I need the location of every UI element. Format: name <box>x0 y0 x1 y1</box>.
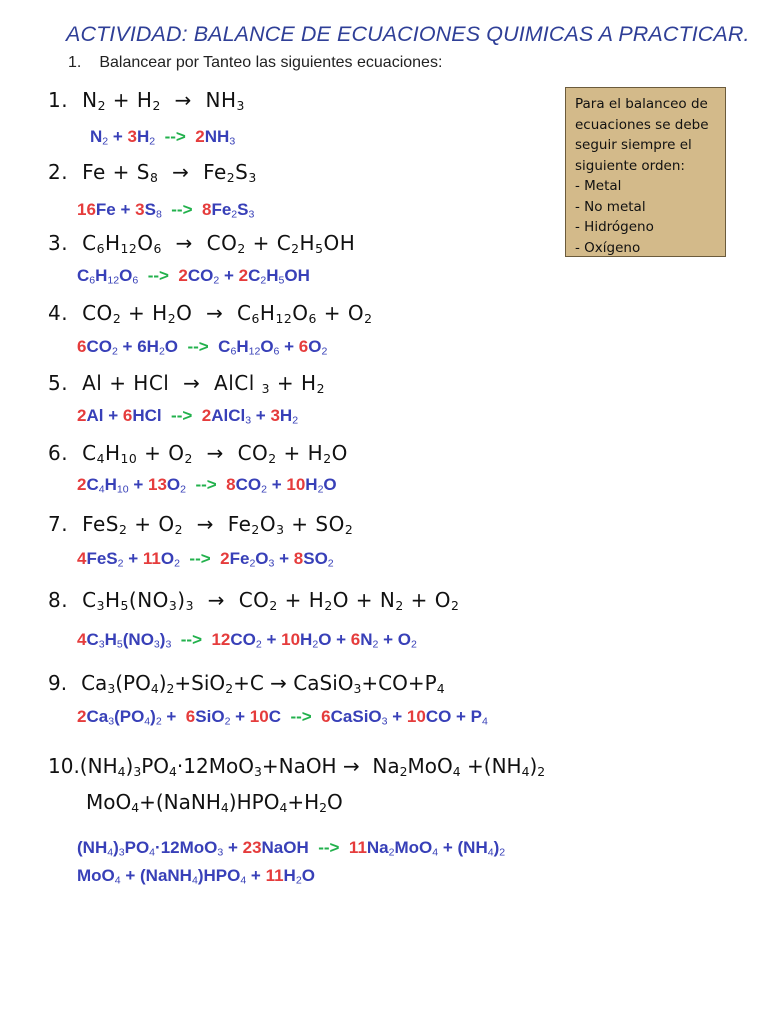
equation-2: 2. $Fe + S_8 \to Fe_2S_3$ <box>48 160 257 186</box>
balance-order-note <box>565 87 726 257</box>
answer-8: $4C_3H_5(NO_3)_3$ --> $12CO_2 + 10H_2O + 6N_2 + O_2$ <box>77 630 417 651</box>
answer-10: $(NH_4)_3PO_4\cdot 12MoO_3$ + 23NaOH --> $11Na_2MoO_4 + (NH_4)_2$ <box>77 838 506 859</box>
equation-5: 5. Al + HCl → AlCl $_3 + H_2$ <box>48 371 325 397</box>
note-item-no-metal: - No metal <box>575 198 646 215</box>
answer-6: $2C_4H_{10} + 13O_2$ --> $8CO_2 + 10H_2O$ <box>77 475 337 496</box>
answer-7: $4FeS_2 + 11O_2$ --> $2Fe_2O_3 + 8SO_2$ <box>77 549 334 570</box>
equation-1: 1. $N_2 + H_2 \to NH_3$ <box>48 88 245 114</box>
answer-5: 2Al + 6HCl --> 2AlCl$_3$ + $3H_2$ <box>77 406 299 427</box>
equation-8: 8. $C_3H_5(NO_3)_3 \to CO_2 + H_2O + N_2 + O_2$ <box>48 588 460 614</box>
equation-10: $10.(NH_4)_3PO_4\cdot 12MoO_3+NaOH \to Na_2MoO_4 +(NH_4)_2$ <box>48 754 546 780</box>
equation-9: 9. $Ca_3(PO_4)_2+SiO_2+C$ → $CaSiO_3+CO+P_4$ <box>48 671 445 697</box>
equation-10-continued: $MoO_4+(NaNH_4)HPO_4+H_2O$ <box>86 790 343 816</box>
instruction <box>68 54 442 72</box>
note-item-hidrogeno: - Hidrógeno <box>575 219 654 235</box>
equation-6: 6. $C_4H_{10} + O_2 \to CO_2 + H_2O$ <box>48 441 348 467</box>
answer-3: $C_6H_{12}O_6$ --> $2CO_2 + 2C_2H_5OH$ <box>77 266 310 287</box>
note-line: seguir siempre el <box>575 137 692 153</box>
equation-4: 4. $CO_2 + H_2O \to C_6H_{12}O_6 + O_2$ <box>48 301 373 327</box>
equation-7: 7. $FeS_2 + O_2 \to Fe_2O_3 + SO_2$ <box>48 512 354 538</box>
note-line: siguiente orden: <box>575 157 685 174</box>
answer-10-continued: $MoO_4 + (NaNH_4)HPO_4 + 11H_2O$ <box>77 866 315 887</box>
answer-9: $2Ca_3(PO_4)_2 + 6SiO_2 + 10C$ --> 6CaSiO$_3$ + $10CO + P_4$ <box>77 707 488 728</box>
note-item-oxigeno: - Oxígeno <box>575 239 641 256</box>
answer-2: $16Fe + 3S_8$ --> $8Fe_2S_3$ <box>77 200 255 221</box>
note-line: ecuaciones se debe <box>575 116 709 133</box>
page-title: ACTIVIDAD: BALANCE DE ECUACIONES QUIMICAS A PRACTICAR. <box>66 22 750 46</box>
answer-4: $6CO_2 + 6H_2O$ --> $C_6H_{12}O_6 + 6O_2$ <box>77 337 328 358</box>
equation-3: 3. $C_6H_{12}O_6 \to CO_2 + C_2H_5OH$ <box>48 231 356 257</box>
note-item-metal: - Metal <box>575 178 622 194</box>
note-line: Para el balanceo de <box>575 96 708 112</box>
instruction-number: 1. <box>68 54 82 71</box>
instruction-text: Balancear por Tanteo las siguientes ecuaciones: <box>99 54 443 71</box>
answer-1: $N_2 + 3H_2$ --> $2NH_3$ <box>90 127 236 148</box>
